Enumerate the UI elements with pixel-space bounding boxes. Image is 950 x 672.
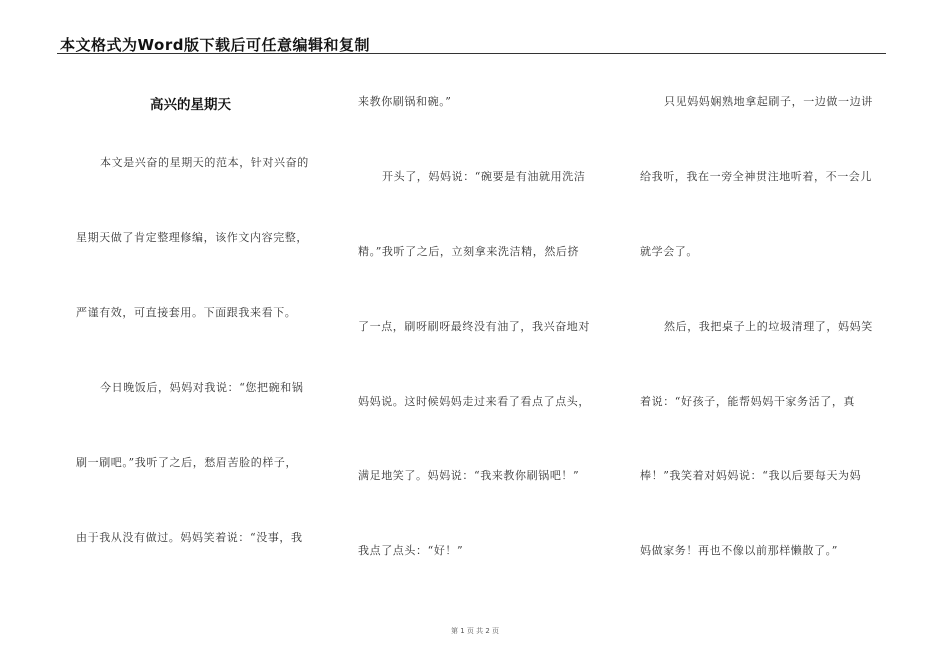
column-1-line: 星期天做了肯定整理修编，该作文内容完整， — [76, 231, 308, 244]
column-2-line: 精。”我听了之后，立刻拿来洗洁精，然后挤 — [358, 245, 580, 258]
column-3-line: 给我听，我在一旁全神贯注地听着，不一会儿 — [640, 170, 872, 183]
column-1-line: 严谨有效，可直接套用。下面跟我来看下。 — [76, 306, 297, 319]
column-1-line: 刷一刷吧。”我听了之后，愁眉苦脸的样子， — [76, 456, 298, 469]
column-2-line: 妈妈说。这时候妈妈走过来看了看点了点头， — [358, 395, 590, 408]
column-1-line: 本文是兴奋的星期天的范本，针对兴奋的 — [100, 156, 309, 169]
column-3-line: 棒！”我笑着对妈妈说：“我以后要每天为妈 — [640, 469, 862, 482]
column-2-line: 开头了，妈妈说：“碗要是有油就用洗洁 — [382, 170, 586, 183]
column-2-line: 我点了点头：“好！” — [358, 544, 464, 557]
column-3-line: 着说：“好孩子，能帮妈妈干家务活了，真 — [640, 395, 856, 408]
column-3-line: 妈做家务！再也不像以前那样懒散了。” — [640, 544, 838, 557]
column-2-line: 了一点，刷呀刷呀最终没有油了，我兴奋地对 — [358, 320, 590, 333]
column-3-line: 只见妈妈娴熟地拿起刷子，一边做一边讲 — [664, 95, 873, 108]
header-divider — [57, 53, 886, 54]
column-2-line: 满足地笑了。妈妈说：“我来教你刷锅吧！” — [358, 469, 580, 482]
document-header-title: 本文格式为Word版下载后可任意编辑和复制 — [60, 36, 370, 54]
page-number: 第 1 页 共 2 页 — [450, 627, 500, 635]
column-3-line: 就学会了。 — [640, 245, 698, 258]
column-1-line: 今日晚饭后，妈妈对我说：“您把碗和锅 — [100, 381, 304, 394]
article-title: 高兴的星期天 — [150, 97, 231, 113]
column-3-line: 然后，我把桌子上的垃圾清理了，妈妈笑 — [664, 320, 873, 333]
column-2-line: 来教你刷锅和碗。” — [358, 95, 452, 108]
column-1-line: 由于我从没有做过。妈妈笑着说：“没事，我 — [76, 531, 303, 544]
